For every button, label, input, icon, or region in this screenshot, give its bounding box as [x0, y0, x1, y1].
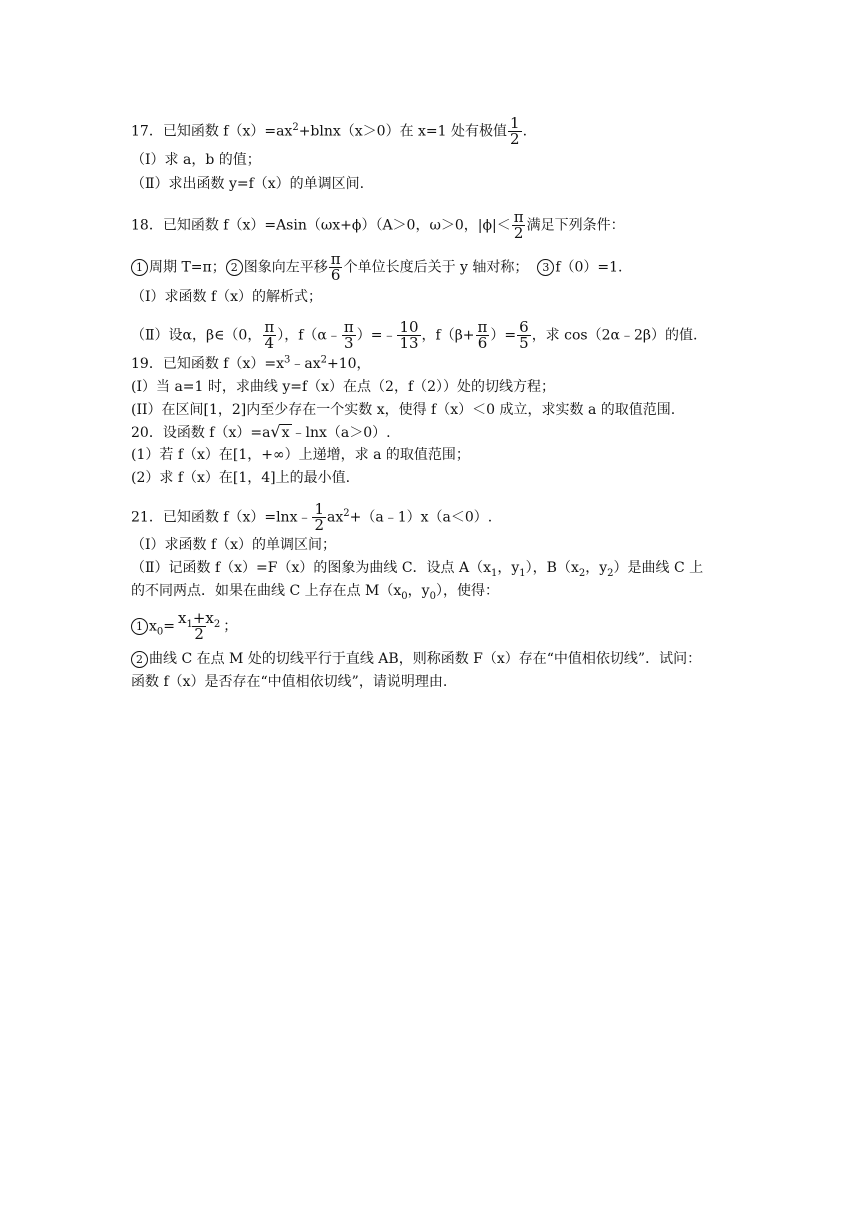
fraction: $\frac{1}{2}$ [510, 114, 520, 148]
fraction: $\frac{6}{5}$ [519, 318, 529, 352]
q18-part2: （Ⅱ）设α，β∈（0， $\frac{\pi}{4}$ ），f（α﹣ $\frac{\pi}{3}$ ）=﹣ $\frac{10}{13}$ ，f（β+ $\frac{\pi}{6}$ ）= $\frac{6}{5}$ ，求 cos（2α﹣2β）的值. [131, 318, 698, 352]
fraction: $\frac{10}{13}$ [399, 318, 419, 352]
circled-number-2: 2 [131, 651, 148, 668]
q21-part2-line1: （Ⅱ）记函数 f（x）=F（x）的图象为曲线 C．设点 $A(x_1$，$y_1$），$B(x_2$，$y_2$）是曲线 C 上 [131, 560, 704, 579]
q19-part1: (I）当 a=1 时，求曲线 y=f（x）在点（2，f（2））处的切线方程； [131, 379, 556, 395]
q17-part1: （Ⅰ）求 a，b 的值； [131, 152, 261, 168]
fraction: $\frac{\pi}{6}$ [330, 250, 341, 284]
q18-heading: 18．已知函数 f（x）=Asin（ωx+ϕ）（A＞0，ω＞0，|ϕ|＜ $\frac{\pi}{2}$ 满足下列条件： [131, 208, 625, 242]
circled-number-1: 1 [131, 618, 148, 635]
circled-number-1: 1 [131, 259, 148, 276]
q19-heading: 19．已知函数 $f(x)=x^3﹣ax^2+10$， [131, 354, 371, 372]
fraction: $\frac{\pi}{4}$ [264, 318, 275, 352]
q21-condition1: 1 $x_0=$ $\frac{x_1+x_2}{2}$ ； [131, 611, 237, 642]
radical-sign: √ [270, 422, 281, 441]
q21-condition2: 2 曲线 C 在点 M 处的切线平行于直线 AB，则称函数 F（x）存在“中值相依切线”．试问： [131, 650, 701, 668]
q21-part1: （Ⅰ）求函数 f（x）的单调区间； [131, 537, 337, 553]
q19-part2: (II）在区间[1，2]内至少存在一个实数 x，使得 f（x）＜0 成立，求实数 a 的取值范围. [131, 402, 676, 418]
fraction: $\frac{\pi}{3}$ [343, 318, 354, 352]
fraction: $\frac{1}{2}$ [314, 500, 325, 534]
q21-heading: 21．已知函数 f（x）=lnx﹣ $\frac{1}{2}$ $ax^2+(a﹣1)x(a<0)$. [131, 500, 493, 534]
fraction: $\frac{\pi}{2}$ [513, 208, 524, 242]
q20-part1: (1）若 f（x）在[1，+∞）上递增，求 a 的取值范围； [131, 447, 470, 463]
q20-heading: 20．设函数 f（x）=a√x ﹣lnx（a＞0）. [131, 422, 391, 441]
fraction: $\frac{\pi}{6}$ [477, 318, 488, 352]
q17-part2: （Ⅱ）求出函数 y=f（x）的单调区间. [131, 176, 365, 192]
circled-number-2: 2 [226, 259, 243, 276]
fraction: $\frac{x_1+x_2}{2}$ [178, 609, 221, 643]
q17-heading: 17．已知函数 $f(x)=ax^2+blnx(x>0)$在 x=1 处有极值 $\frac{1}{2}$ . [131, 114, 528, 148]
q18-part1: （Ⅰ）求函数 f（x）的解析式； [131, 289, 323, 305]
q18-conditions: 1 周期 T=π； 2 图象向左平移 $\frac{\pi}{6}$ 个单位长度后关于 y 轴对称； 3 f（0）=1. [131, 252, 623, 283]
q21-condition2-cont: 函数 f（x）是否存在“中值相依切线”，请说明理由. [131, 674, 448, 690]
q20-part2: (2）求 f（x）在[1，4]上的最小值. [131, 470, 351, 486]
circled-number-3: 3 [537, 259, 554, 276]
q21-part2-line2: 的不同两点．如果在曲线 C 上存在点 $M(x_0$，$y_0$），使得： [131, 583, 499, 602]
